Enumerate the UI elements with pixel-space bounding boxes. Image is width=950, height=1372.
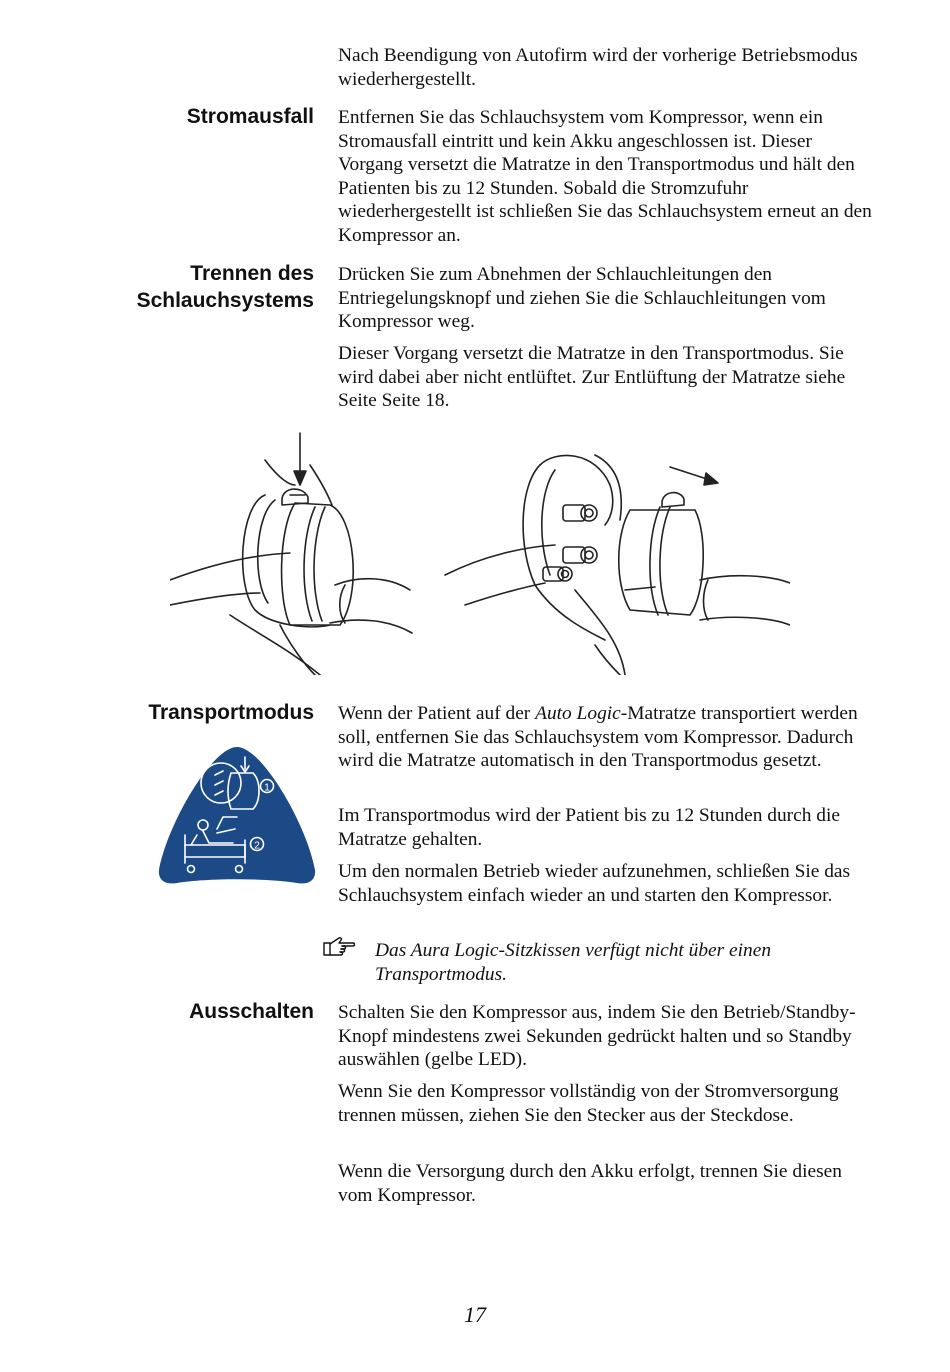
transport-paragraph-1: [338, 702, 878, 773]
transport-icon-shield: [159, 747, 315, 883]
disconnect-paragraph-2: Dieser Vorgang versetzt die Matratze in den Transportmodus. Sie wird dabei aber nicht entlüftet. Zur Entlüftung der Matratze siehe Seite Seite 18.: [338, 343, 846, 412]
pull-away-step: [619, 467, 790, 625]
pull-arrow-line: [670, 467, 710, 480]
transport-mode-icon: [157, 745, 317, 887]
product-name: Auto Logic: [535, 703, 621, 724]
pointing-hand-icon: [322, 935, 356, 959]
heading-power-failure: Stromausfall: [186, 105, 314, 128]
compressor-sockets-view: [445, 455, 625, 675]
transport-icon-step2: 2: [254, 840, 260, 852]
switch-off-paragraph-3: Wenn die Versorgung durch den Akku erfolgt, trennen Sie diesen vom Kompressor.: [338, 1161, 842, 1206]
press-arrow-head: [294, 471, 306, 485]
transport-text-after: -Matratze transportiert werden soll, entfernen Sie das Schlauchsystem vom Kompressor. Dadurch wird die Matratze automatisch in den Transportmodus gesetzt.: [338, 703, 858, 772]
page-number: 17: [464, 1302, 486, 1327]
switch-off-paragraph-1: Schalten Sie den Kompressor aus, indem Sie den Betrieb/Standby-Knopf mindestens zwei Sekunden gedrückt halten und so Standby auswählen (gelbe LED).: [338, 1002, 856, 1071]
heading-disconnect-line2: Schlauchsystems: [136, 289, 314, 312]
disconnect-illustration: [170, 425, 790, 675]
transport-paragraph-2: Im Transportmodus wird der Patient bis zu 12 Stunden durch die Matratze gehalten.: [338, 805, 840, 850]
pull-arrow-head: [704, 473, 718, 485]
transport-icon-step1: 1: [264, 782, 270, 794]
disconnect-paragraph-1: Drücken Sie zum Abnehmen der Schlauchleitungen den Entriegelungsknopf und ziehen Sie die Schlauchleitungen vom Kompressor weg.: [338, 264, 826, 333]
press-release-step: [170, 433, 412, 675]
heading-disconnect-line1: Trennen des: [190, 262, 314, 285]
intro-paragraph: Nach Beendigung von Autofirm wird der vorherige Betriebsmodus wiederhergestellt.: [338, 45, 858, 90]
heading-switch-off: Ausschalten: [189, 1000, 314, 1023]
switch-off-paragraph-2: Wenn Sie den Kompressor vollständig von der Stromversorgung trennen müssen, ziehen Sie den Stecker aus der Steckdose.: [338, 1081, 839, 1126]
transport-note: Das Aura Logic-Sitzkissen verfügt nicht über einen Transportmodus.: [375, 940, 772, 985]
transport-paragraph-3: Um den normalen Betrieb wieder aufzunehmen, schließen Sie das Schlauchsystem einfach wieder an und starten den Kompressor.: [338, 861, 851, 906]
heading-disconnect: [14, 260, 314, 314]
heading-transport: Transportmodus: [148, 701, 314, 724]
power-failure-paragraph: Entfernen Sie das Schlauchsystem vom Kompressor, wenn ein Stromausfall eintritt und kein Akku angeschlossen ist. Dieser Vorgang versetzt die Matratze in den Transportmodus und hält den Patienten bis zu 12 Stunden. Sobald die Stromzufuhr wiederhergestellt ist schließen Sie das Schlauchsystem erneut an den Kompressor an.: [338, 107, 872, 246]
transport-text-before: Wenn der Patient auf der: [338, 703, 536, 724]
